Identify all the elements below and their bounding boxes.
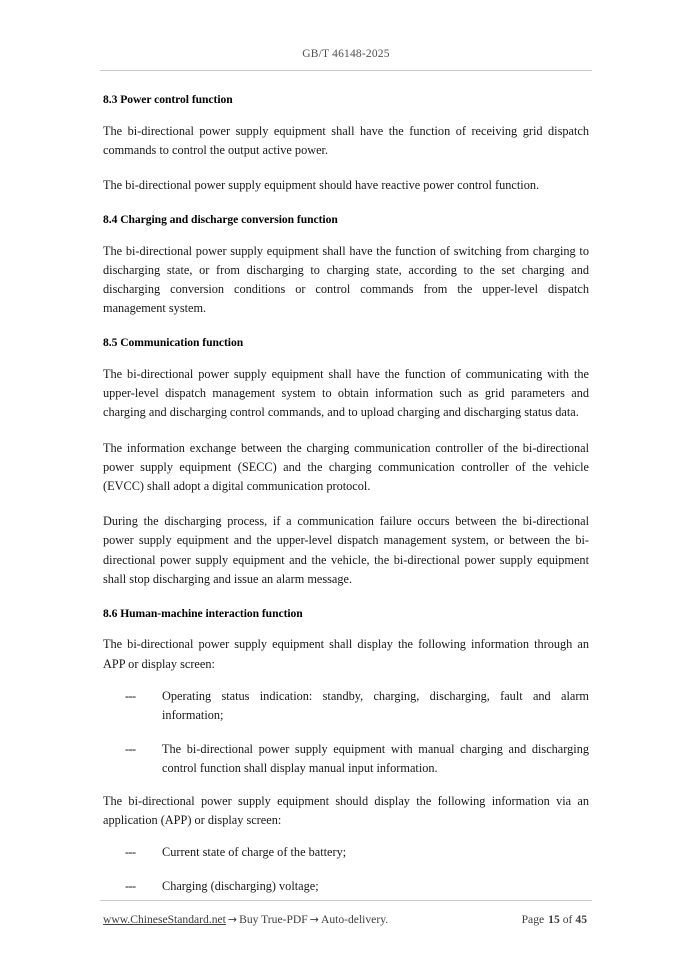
page-number-indicator — [522, 913, 592, 926]
paragraph-8-6-intro: The bi-directional power supply equipment shall display the following information through an APP or display screen: — [103, 637, 589, 671]
chinesestandard-link[interactable]: www.ChineseStandard.net — [103, 913, 226, 926]
page-header — [100, 44, 592, 62]
list-item-text: Operating status indication: standby, charging, discharging, fault and alarm information; — [162, 688, 589, 722]
list-item — [125, 687, 589, 725]
list-item — [125, 877, 589, 896]
footer-divider — [100, 900, 592, 901]
buy-true-pdf-text: Buy True-PDF — [239, 913, 308, 926]
display-info-list-required — [103, 687, 589, 779]
document-content — [103, 92, 589, 896]
standard-number: GB/T 46148-2025 — [302, 48, 390, 60]
heading-8-5: 8.5 Communication function — [103, 336, 244, 350]
dash-marker-icon: --- — [125, 688, 136, 703]
footer-promo — [103, 913, 388, 926]
arrow-right-icon: → — [227, 913, 238, 926]
heading-8-3: 8.3 Power control function — [103, 93, 233, 106]
list-item — [125, 843, 589, 862]
auto-delivery-text: Auto-delivery. — [320, 913, 389, 926]
paragraph-8-5-2: The information exchange between the charging communication controller of the bi-directional power supply equipment (SECC) and the charging communication controller of the vehicle (EVCC) shall adopt a digital communication protocol. — [103, 440, 589, 493]
arrow-right-icon: → — [309, 913, 319, 926]
list-item — [125, 740, 589, 778]
paragraph-8-6-second: The bi-directional power supply equipment should display the following information via an application (APP) or display screen: — [103, 793, 589, 827]
page-label: Page — [521, 913, 545, 926]
current-page-number: 15 — [548, 913, 560, 926]
list-item-text: Current state of charge of the battery; — [162, 844, 347, 859]
heading-8-4: 8.4 Charging and discharge conversion function — [103, 213, 338, 227]
paragraph-8-5-3: During the discharging process, if a communication failure occurs between the bi-directional power supply equipment and the upper-level dispatch management system, or between the bi-directional power supply equipment and the vehicle, the bi-directional power supply equipment shall stop discharging and issue an alarm message. — [103, 514, 589, 586]
list-item-text: The bi-directional power supply equipment with manual charging and discharging control function shall display manual input information. — [162, 742, 589, 776]
dash-marker-icon: --- — [125, 879, 136, 894]
paragraph-8-3-1: The bi-directional power supply equipment shall have the function of receiving grid dispatch commands to control the output active power. — [103, 123, 589, 157]
total-page-number: 45 — [575, 913, 587, 926]
dash-marker-icon: --- — [125, 844, 136, 859]
dash-marker-icon: --- — [125, 742, 136, 757]
paragraph-8-5-1: The bi-directional power supply equipment shall have the function of communicating with the upper-level dispatch management system to obtain information such as grid parameters and charging and discharging control commands, and to upload charging and discharging status data. — [103, 367, 589, 420]
display-info-list-optional — [103, 843, 589, 896]
paragraph-8-3-2: The bi-directional power supply equipment should have reactive power control function. — [103, 177, 540, 192]
heading-8-6: 8.6 Human-machine interaction function — [103, 606, 303, 620]
list-item-text: Charging (discharging) voltage; — [162, 879, 319, 894]
header-divider — [100, 70, 592, 71]
of-label: of — [562, 913, 573, 926]
page-footer — [103, 913, 592, 926]
paragraph-8-4-1: The bi-directional power supply equipment shall have the function of switching from charging to discharging state, or from discharging to charging state, according to the set charging and discharging conversion conditions or control commands from the upper-level dispatch management system. — [103, 243, 589, 316]
